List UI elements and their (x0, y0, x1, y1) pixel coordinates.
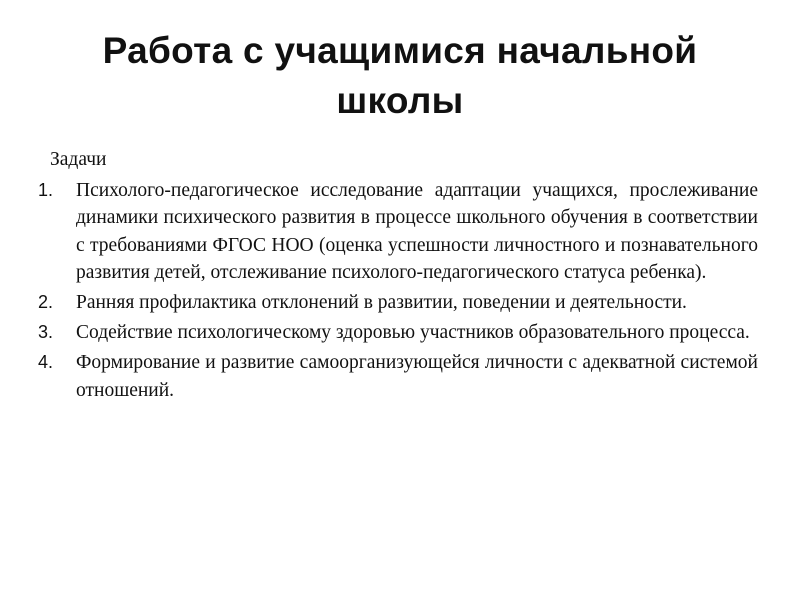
task-item-3 (38, 319, 758, 346)
task-number: 2. (38, 292, 54, 313)
task-number: 3. (38, 322, 54, 343)
slide-title: Работа с учащимися начальной школы (102, 30, 698, 121)
task-text: Ранняя профилактика отклонений в развитии, поведении и деятельности. (76, 292, 687, 314)
slide-body (38, 146, 758, 407)
task-number: 1. (38, 180, 54, 201)
task-text: Формирование и развитие самоорганизующейся личности с адекватной системой отношений. (76, 352, 758, 401)
task-number: 4. (38, 352, 54, 373)
task-list (38, 177, 758, 404)
task-item-2 (38, 289, 758, 316)
task-text: Психолого-педагогическое исследование адаптации учащихся, прослеживание динамики психического развития в процессе школьного обучения в соответствии с требованиями ФГОС НОО (оценка успешности личностного и познавательного развития детей, отслеживание психолого-педагогического статуса ребенка). (76, 180, 758, 283)
task-item-4 (38, 349, 758, 403)
task-text: Содействие психологическому здоровью участников образовательного процесса. (76, 322, 750, 344)
task-item-1 (38, 177, 758, 286)
tasks-label: Задачи (50, 149, 107, 170)
